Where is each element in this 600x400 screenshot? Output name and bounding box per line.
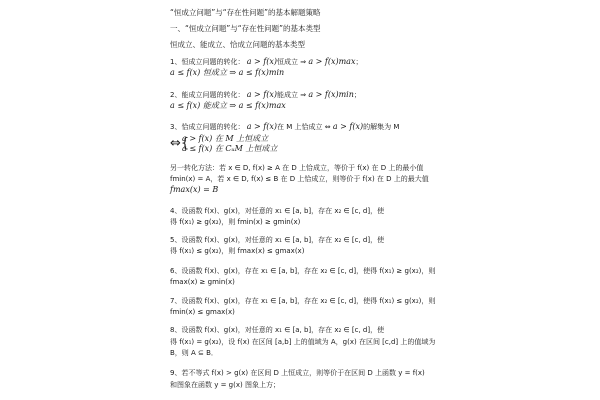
- item-text: 的解集为 M: [363, 123, 400, 131]
- item-5-line-2: 得 f(x₁) ≤ g(x₂)，则 fmax(x) ≤ gmax(x): [170, 247, 305, 255]
- item-label: 恰成立问题的转化：: [181, 123, 245, 131]
- item-8-line-3: B，则 A ⊆ B．: [170, 349, 218, 357]
- brace-icon: ⇔{: [170, 136, 190, 151]
- item-number: 3、: [170, 123, 182, 131]
- item-5-line-1: 5、设函数 f(x)、g(x)，对任意的 x₁ ∈ [a, b]，存在 x₂ ∈ [c, d]，使: [170, 236, 385, 244]
- item-3-case-2: [182, 144, 277, 154]
- formula: a > f(x) 在 M 上恒成立: [182, 134, 269, 143]
- item-1-line-1: [170, 57, 362, 67]
- item-1-line-2: a ≤ f(x) 恒成立 ⇒ a ≤ f(x)min: [170, 68, 285, 77]
- item-number: 2、: [170, 91, 182, 99]
- item-3-line-1: [170, 122, 399, 132]
- section-heading: 一、“恒成立问题”与“存在性问题”的基本类型: [170, 24, 321, 33]
- item-7-line-2: fmin(x) ≤ gmax(x): [170, 308, 235, 316]
- item-8-line-2: 得 f(x₁) = g(x₂)，设 f(x) 在区间 [a,b] 上的值域为 A，g(x) 在区间 [c,d] 上的值域为: [170, 338, 436, 346]
- item-2-line-1: [170, 90, 361, 100]
- formula: a > f(x): [332, 122, 364, 131]
- item-4-line-2: 得 f(x₁) ≥ g(x₂)，则 fmin(x) ≥ gmin(x): [170, 218, 301, 226]
- formula: a > f(x): [246, 90, 277, 99]
- item-text: 在 M 上恰成立 ⇔: [276, 123, 331, 131]
- item-3-case-1: [182, 134, 268, 144]
- item-label: 能成立问题的转化：: [181, 91, 245, 99]
- item-8-line-1: 8、设函数 f(x)、g(x)，对任意的 x₁ ∈ [a, b]，存在 x₂ ∈ [c, d]，使: [170, 326, 385, 334]
- item-text: ；: [353, 91, 361, 99]
- item-9-line-1: 9、若不等式 f(x) > g(x) 在区间 D 上恒成立，则等价于在区间 D 上函数 y = f(x): [170, 369, 425, 377]
- formula: a > f(x)min: [308, 90, 354, 99]
- formula: a > f(x): [246, 57, 277, 66]
- item-6-line-1: 6、设函数 f(x)、g(x)，存在 x₁ ∈ [a, b]，存在 x₂ ∈ [c, d]，使得 f(x₁) ≥ g(x₂)，则: [170, 267, 436, 275]
- formula: a ≤ f(x) 在 CᵤM 上恒成立: [182, 144, 278, 153]
- item-2-line-2: a ≤ f(x) 能成立 ⇒ a ≤ f(x)max: [170, 101, 286, 110]
- subsection-heading: 恒成立、能成立、恰成立问题的基本类型: [170, 40, 305, 49]
- item-7-line-1: 7、设函数 f(x)、g(x)，存在 x₁ ∈ [a, b]，存在 x₂ ∈ [c, d]，使得 f(x₁) ≤ g(x₂)，则: [170, 297, 436, 305]
- formula: a > f(x): [246, 122, 277, 131]
- item-number: 1、: [170, 58, 182, 66]
- item-text: 能成立 ⇒: [276, 91, 307, 99]
- item-6-line-2: fmax(x) ≥ gmin(x): [170, 278, 235, 286]
- item-text: ；: [355, 58, 363, 66]
- item-label: 恒成立问题的转化：: [181, 58, 245, 66]
- item-4-line-1: 4、设函数 f(x)、g(x)，对任意的 x₁ ∈ [a, b]，存在 x₂ ∈ [c, d]，使: [170, 207, 385, 215]
- alt-line-2: fmin(x) = A，若 x ∈ D, f(x) ≤ B 在 D 上恰成立，则等价于 f(x) 在 D 上的最大值: [170, 175, 429, 183]
- alt-line-3: fmax(x) = B: [170, 185, 219, 194]
- alt-line-1: 另一转化方法：若 x ∈ D, f(x) ≥ A 在 D 上恰成立，等价于 f(x) 在 D 上的最小值: [170, 164, 424, 172]
- item-9-line-2: 和图象在函数 y = g(x) 图象上方；: [170, 381, 280, 389]
- item-text: 恒成立 ⇒: [276, 58, 307, 66]
- document-title: “恒成立问题”与“存在性问题”的基本解题策略: [170, 8, 321, 17]
- formula: a > f(x)max: [308, 57, 356, 66]
